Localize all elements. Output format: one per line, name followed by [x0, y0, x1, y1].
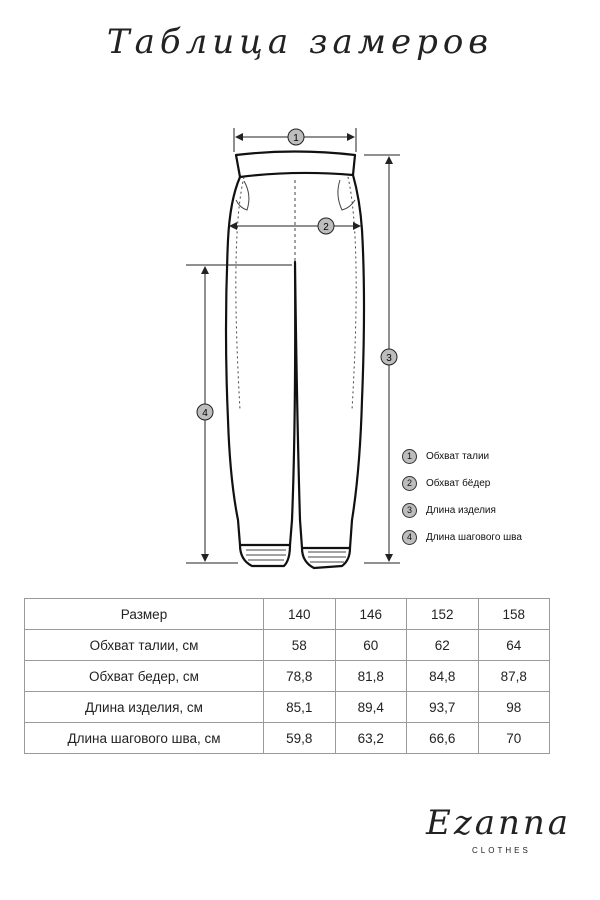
size-cell: 158 — [478, 599, 550, 630]
header-label: Размер — [25, 599, 264, 630]
table-cell: 85,1 — [264, 692, 336, 723]
legend-number-1: 1 — [402, 449, 417, 464]
svg-text:4: 4 — [202, 408, 208, 419]
table-cell: 89,4 — [335, 692, 407, 723]
marker-3 — [381, 349, 397, 365]
legend-number-2: 2 — [402, 476, 417, 491]
table-row — [25, 661, 550, 692]
row-label: Длина шагового шва, см — [25, 723, 264, 754]
legend-number-3: 3 — [402, 503, 417, 518]
table-cell: 66,6 — [407, 723, 479, 754]
table-cell: 98 — [478, 692, 550, 723]
row-label: Обхват талии, см — [25, 630, 264, 661]
table-cell: 58 — [264, 630, 336, 661]
marker-4 — [197, 404, 213, 420]
pants-outline — [226, 152, 364, 569]
svg-text:3: 3 — [386, 353, 392, 364]
table-header-row — [25, 599, 550, 630]
table-row — [25, 723, 550, 754]
table-cell: 78,8 — [264, 661, 336, 692]
legend-label-length: Длина изделия — [426, 505, 496, 516]
table-cell: 59,8 — [264, 723, 336, 754]
legend-item — [402, 497, 522, 524]
row-label: Обхват бедер, см — [25, 661, 264, 692]
table-cell: 81,8 — [335, 661, 407, 692]
legend-label-inseam: Длина шагового шва — [426, 532, 522, 543]
svg-text:2: 2 — [323, 222, 329, 233]
legend — [402, 443, 522, 551]
page-title: Таблица замеров — [106, 22, 494, 62]
legend-label-hips: Обхват бёдер — [426, 478, 491, 489]
table-cell: 62 — [407, 630, 479, 661]
table-row — [25, 692, 550, 723]
marker-1 — [288, 129, 304, 145]
size-cell: 152 — [407, 599, 479, 630]
table-cell: 70 — [478, 723, 550, 754]
legend-label-waist: Обхват талии — [426, 451, 490, 462]
size-cell: 140 — [264, 599, 336, 630]
legend-number-4: 4 — [402, 530, 417, 545]
size-cell: 146 — [335, 599, 407, 630]
svg-text:1: 1 — [293, 133, 299, 144]
marker-2 — [318, 218, 334, 234]
legend-item — [402, 524, 522, 551]
table-cell: 63,2 — [335, 723, 407, 754]
table-row — [25, 630, 550, 661]
logo-subtitle: CLOTHES — [472, 846, 531, 855]
size-table — [24, 598, 550, 754]
table-cell: 84,8 — [407, 661, 479, 692]
legend-item — [402, 443, 522, 470]
table-cell: 60 — [335, 630, 407, 661]
table-cell: 87,8 — [478, 661, 550, 692]
table-cell: 93,7 — [407, 692, 479, 723]
brand-logo — [426, 803, 576, 873]
row-label: Длина изделия, см — [25, 692, 264, 723]
table-cell: 64 — [478, 630, 550, 661]
legend-item — [402, 470, 522, 497]
logo-wordmark: Ezanna — [426, 803, 572, 843]
